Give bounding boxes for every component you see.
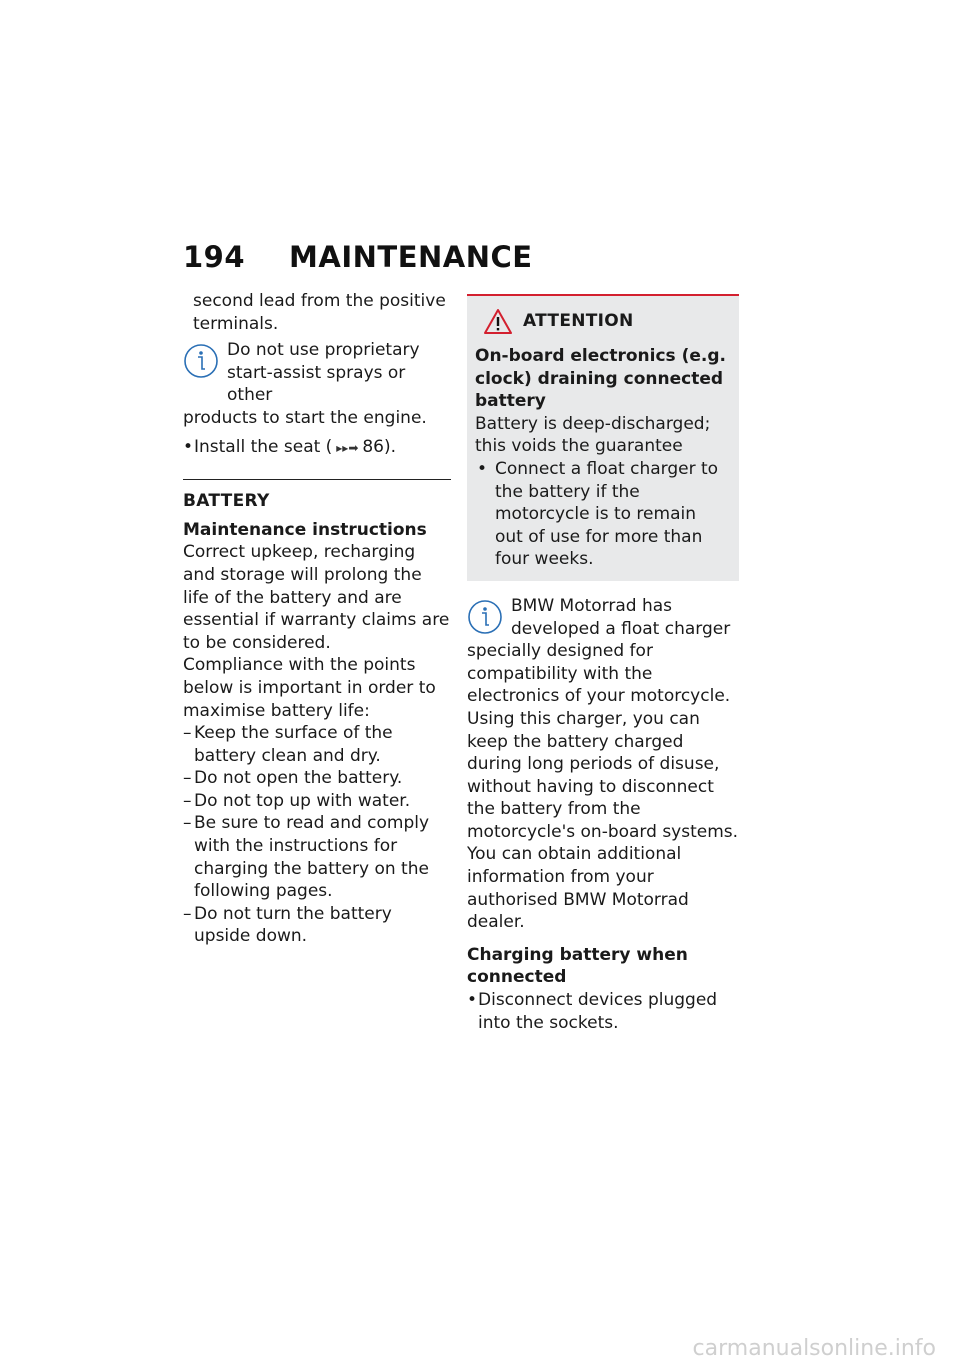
info-note [467, 595, 739, 934]
attention-instruction: Connect a float charger to the battery if the motorcycle is to remain out of use for more than four weeks. [495, 458, 719, 570]
charging-heading: Charging battery when connected [467, 944, 688, 988]
info-note-text: BMW Motorrad has developed a float charger [511, 595, 731, 639]
attention-title: ATTENTION [475, 308, 729, 335]
list-item: – Keep the surface of the battery clean and dry. [183, 723, 393, 766]
info-note-text-cont: products to start the engine. [183, 407, 427, 428]
info-note-text: Do not use proprietary start-assist sprays or other [227, 340, 420, 406]
left-column [183, 290, 451, 948]
charging-instruction: Disconnect devices plugged into the sockets. [478, 990, 718, 1033]
attention-box [467, 294, 739, 581]
attention-cause: On-board electronics (e.g. clock) draining connected battery [475, 346, 726, 412]
maintenance-text: Correct upkeep, recharging and storage will prolong the life of the battery and are essential if warranty claims are to be considered. [183, 542, 450, 653]
list-item: • Connect a float charger to the battery if the motorcycle is to remain out of use for more than four weeks. [475, 458, 729, 571]
install-seat-text: Install the seat ( [194, 436, 333, 457]
info-note-text-cont: specially designed for compatibility with the electronics of your motorcycle. Using this charger, you can keep the battery charged during long periods of disuse, without having to disconnect the battery from the motorcycle's on-board systems. You can obtain additional information from your authorised BMW Motorrad dealer. [467, 641, 739, 933]
list-item: – Do not open the battery. [183, 768, 403, 789]
info-icon [183, 343, 219, 379]
right-column [467, 294, 739, 1034]
section-title: MAINTENANCE [289, 240, 533, 274]
maintenance-heading: Maintenance instructions [183, 519, 427, 540]
list-item: – Do not turn the battery upside down. [183, 903, 392, 947]
watermark: carmanualsonline.info [692, 1336, 936, 1361]
install-seat-ref[interactable]: 86). [362, 436, 396, 457]
continued-text: second lead from the positive terminals. [193, 291, 446, 334]
page-header [183, 240, 533, 274]
list-item: – Do not top up with water. [183, 790, 411, 811]
page-number: 194 [183, 240, 246, 274]
compliance-text: Compliance with the points below is important in order to maximise battery life: [183, 655, 436, 721]
battery-heading: BATTERY [183, 479, 451, 513]
info-icon [467, 599, 503, 635]
reference-arrow-icon: ▸▸➡ [336, 440, 359, 455]
list-item: • Disconnect devices plugged into the sockets. [467, 989, 739, 1034]
attention-consequence: Battery is deep-discharged; this voids the guarantee [475, 413, 711, 457]
list-item: • Install the seat ( ▸▸➡ 86). [183, 436, 451, 460]
list-item: – Be sure to read and comply with the instructions for charging the battery on the following pages. [183, 813, 430, 902]
warning-triangle-icon [483, 308, 513, 335]
info-note [183, 339, 451, 429]
